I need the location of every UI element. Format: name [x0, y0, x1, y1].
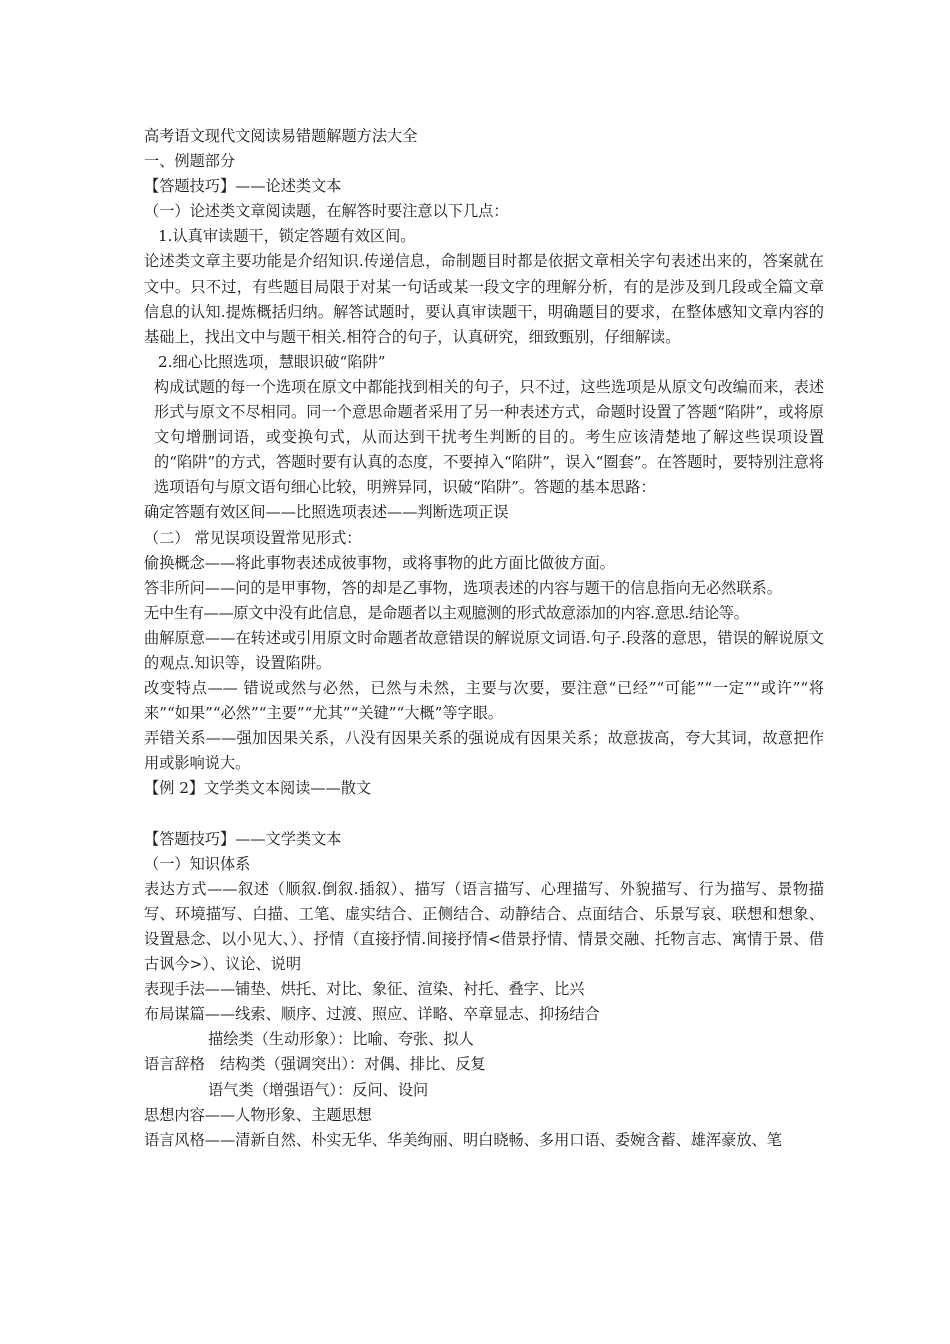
error-type-item: 弄错关系——强加因果关系，八没有因果关系的强说成有因果关系；故意拔高，夸大其词，故意把作用或影响说大。	[144, 729, 824, 773]
knowledge-item: 语言风格——清新自然、朴实无华、华美绚丽、明白晓畅、多用口语、委婉含蓄、雄浑豪放、笔	[144, 1130, 782, 1149]
error-type-item: 曲解原意——在转述或引用原文时命题者故意错误的解说原文词语.句子.段落的意思，错误的解说原文的观点.知识等，设置陷阱。	[144, 628, 824, 672]
paragraph: 构成试题的每一个选项在原文中都能找到相关的句子，只不过，这些选项是从原文句改编而来，表述形式与原文不尽相同。同一个意思命题者采用了另一种表述方式，命题时设置了答题“陷阱”，或将原文句增删词语，或变换句式，从而达到干扰考生判断的目的。考生应该清楚地了解这些误项设置的“陷阱”的方式，答题时要有认真的态度，不要掉入“陷阱”，误入“圈套”。在答题时，要特别注意将选项语句与原文语句细心比较，明辨异同，识破“陷阱”。答题的基本思路：	[154, 377, 824, 497]
subsection-heading: （二） 常见误项设置常见形式：	[144, 528, 362, 547]
error-type-item: 无中生有——原文中没有此信息，是命题者以主观臆测的形式故意添加的内容.意思.结论等。	[144, 603, 749, 622]
error-type-item: 偷换概念——将此事物表述成彼事物，或将事物的此方面比做彼方面。	[144, 553, 615, 572]
subsection-heading: （一）论述类文章阅读题，在解答时要注意以下几点：	[144, 202, 509, 221]
point-heading: 1.认真审读题干，锁定答题有效区间。	[158, 227, 416, 246]
document-title: 高考语文现代文阅读易错题解题方法大全	[144, 127, 418, 145]
knowledge-item: 表达方式——叙述（顺叙.倒叙.插叙）、描写（语言描写、心理描写、外貌描写、行为描写、景物描写、环境描写、白描、工笔、虚实结合、正侧结合、动静结合、点面结合、乐景写哀、联想和想象、设置悬念、以小见大、）、抒情（直接抒情.间接抒情<借景抒情、情景交融、托物言志、寓情于景、借古讽今>）、议论、说明	[144, 879, 824, 974]
flow-line: 确定答题有效区间——比照选项表述——判断选项正误	[144, 503, 509, 522]
rhetoric-type-line: 描绘类（生动形象）：比喻、夸张、拟人	[208, 1030, 474, 1049]
rhetoric-type-line: 语言辞格 结构类（强调突出）：对偶、排比、反复	[144, 1055, 486, 1074]
tip-heading: 【答题技巧】——论述类文本	[144, 177, 342, 196]
subsection-heading: （一）知识体系	[144, 854, 251, 873]
error-type-item: 答非所问——问的是甲事物，答的却是乙事物，选项表述的内容与题干的信息指向无必然联系。	[144, 578, 782, 597]
section-heading: 一、例题部分	[144, 152, 236, 171]
rhetoric-type-line: 语气类（增强语气）：反问、设问	[208, 1080, 429, 1099]
point-heading: 2.细心比照选项，慧眼识破“陷阱”	[158, 352, 386, 371]
document-body	[144, 124, 824, 1153]
error-type-item: 改变特点—— 错说或然与必然，已然与未然，主要与次要，要注意“已经”“可能”“一定”“或许”“将来”“如果”“必然”“主要”“尤其”“关键”“大概”等字眼。	[144, 679, 824, 723]
knowledge-item: 思想内容——人物形象、主题思想	[144, 1105, 372, 1124]
knowledge-item: 布局谋篇——线索、顺序、过渡、照应、详略、卒章显志、抑扬结合	[144, 1005, 600, 1024]
knowledge-item: 表现手法——铺垫、烘托、对比、象征、渲染、衬托、叠字、比兴	[144, 980, 585, 999]
example-heading: 【例 2】文学类文本阅读——散文	[144, 779, 372, 798]
blank-line	[144, 802, 824, 827]
paragraph: 论述类文章主要功能是介绍知识.传递信息，命制题目时都是依据文章相关字句表述出来的，答案就在文中。只不过，有些题目局限于对某一句话或某一段文字的理解分析，有的是涉及到几段或全篇文章信息的认知.提炼概括归纳。解答试题时，要认真审读题干，明确题目的要求，在整体感知文章内容的基础上，找出文中与题干相关.相符合的句子，认真研究，细致甄别，仔细解读。	[144, 252, 824, 346]
tip-heading: 【答题技巧】——文学类文本	[144, 829, 342, 848]
